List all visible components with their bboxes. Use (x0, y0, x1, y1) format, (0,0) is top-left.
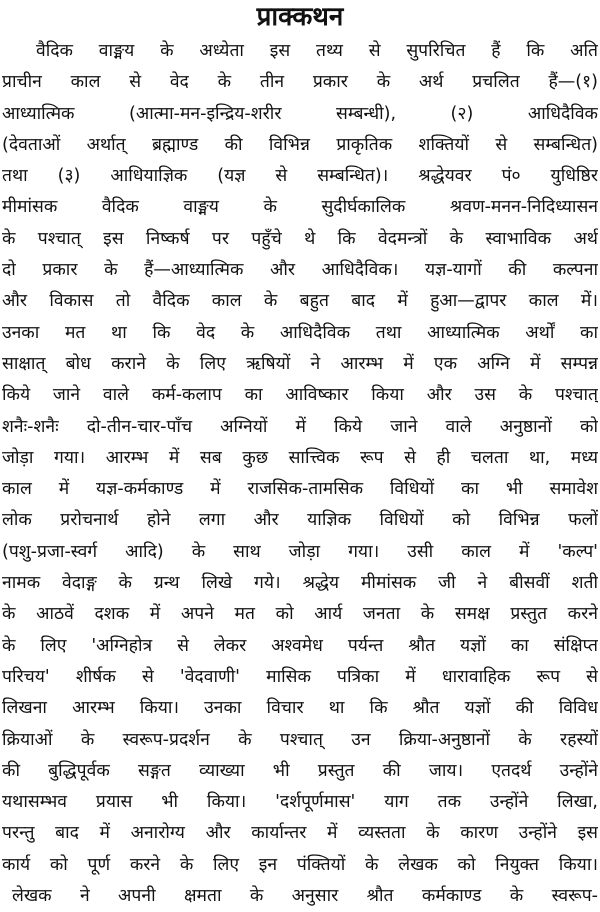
text-line: तथा (३) आधियाज्ञिक (यज्ञ से सम्बन्धित)। श्रद्धेयवर पं० युधिष्ठिर (2, 166, 598, 187)
text-line: दो प्रकार के हैं—आध्यात्मिक और आधिदैविक। यज्ञ-यागों की कल्पना (2, 260, 598, 281)
text-line: (पशु-प्रजा-स्वर्ग आदि) के साथ जोड़ा गया। उसी काल में 'कल्प' (2, 541, 598, 562)
text-line: (देवताओं अर्थात् ब्रह्माण्ड की विभिन्न प्राकृतिक शक्तियों से सम्बन्धित) (2, 134, 598, 155)
text-line: मीमांसक वैदिक वाङ्मय के सुदीर्घकालिक श्रवण-मनन-निदिध्यासन (2, 197, 598, 218)
text-line: उनका मत था कि वेद के आधिदैविक तथा आध्यात्मिक अर्थों का (2, 322, 598, 343)
text-line: शनैः-शनैः दो-तीन-चार-पाँच अग्नियों में किये जाने वाले अनुष्ठानों को (2, 416, 598, 437)
text-line: परन्तु बाद में अनारोग्य और कार्यान्तर में व्यस्तता के कारण उन्होंने इस (2, 823, 598, 844)
text-line: परिचय' शीर्षक से 'वेदवाणी' मासिक पत्रिका में धारावाहिक रूप से (2, 666, 598, 687)
text-line: आध्यात्मिक (आत्मा-मन-इन्द्रिय-शरीर सम्बन्धी), (२) आधिदैविक (2, 103, 598, 124)
text-line: के लिए 'अग्निहोत्र से लेकर अश्वमेध पर्यन्त श्रौत यज्ञों का संक्षिप्त (2, 635, 598, 656)
text-line: के पश्चात् इस निष्कर्ष पर पहुँचे थे कि वेदमन्त्रों के स्वाभाविक अर्थ (2, 228, 598, 249)
text-line: वैदिक वाङ्मय के अध्येता इस तथ्य से सुपरिचित हैं कि अति (36, 41, 598, 61)
text-line: साक्षात् बोध कराने के लिए ऋषियों ने आरम्भ में एक अग्नि में सम्पन्न (2, 353, 598, 374)
text-line: लिखना आरम्भ किया। उनका विचार था कि श्रौत यज्ञों की विविध (2, 698, 598, 719)
text-line: कार्य को पूर्ण करने के लिए इन पंक्तियों के लेखक को नियुक्त किया। (2, 854, 598, 875)
text-line: और विकास तो वैदिक काल के बहुत बाद में हुआ—द्वापर काल में। (2, 291, 598, 312)
page-title: प्राक्कथन (256, 2, 344, 32)
text-line: की बुद्धिपूर्वक सङ्गत व्याख्या भी प्रस्तुत की जाय। एतदर्थ उन्होंने (2, 760, 598, 781)
text-line: प्राचीन काल से वेद के तीन प्रकार के अर्थ प्रचलित हैं—(१) (2, 72, 598, 93)
text-line: काल में यज्ञ-कर्मकाण्ड में राजसिक-तामसिक विधियों का भी समावेश (2, 479, 598, 500)
text-line: लोक प्ररोचनार्थ होने लगा और याज्ञिक विधियों को विभिन्न फलों (2, 510, 598, 531)
text-line: नामक वेदाङ्ग के ग्रन्थ लिखे गये। श्रद्धेय मीमांसक जी ने बीसवीं शती (2, 573, 598, 594)
text-line: के आठवें दशक में अपने मत को आर्य जनता के समक्ष प्रस्तुत करने (2, 604, 598, 625)
text-line: यथासम्भव प्रयास भी किया। 'दर्शपूर्णमास' याग तक उन्होंने लिखा, (2, 792, 598, 813)
text-line: क्रियाओं के स्वरूप-प्रदर्शन के पश्चात् उन क्रिया-अनुष्ठानों के रहस्यों (2, 729, 598, 750)
text-line: लेखक ने अपनी क्षमता के अनुसार श्रौत कर्मकाण्ड के स्वरूप- (12, 886, 598, 907)
text-line: किये जाने वाले कर्म-कलाप का आविष्कार किया और उस के पश्चात् (2, 385, 598, 406)
body-text (2, 36, 598, 912)
text-line: जोड़ा गया। आरम्भ में सब कुछ सात्त्विक रूप से ही चलता था, मध्य (2, 447, 598, 468)
